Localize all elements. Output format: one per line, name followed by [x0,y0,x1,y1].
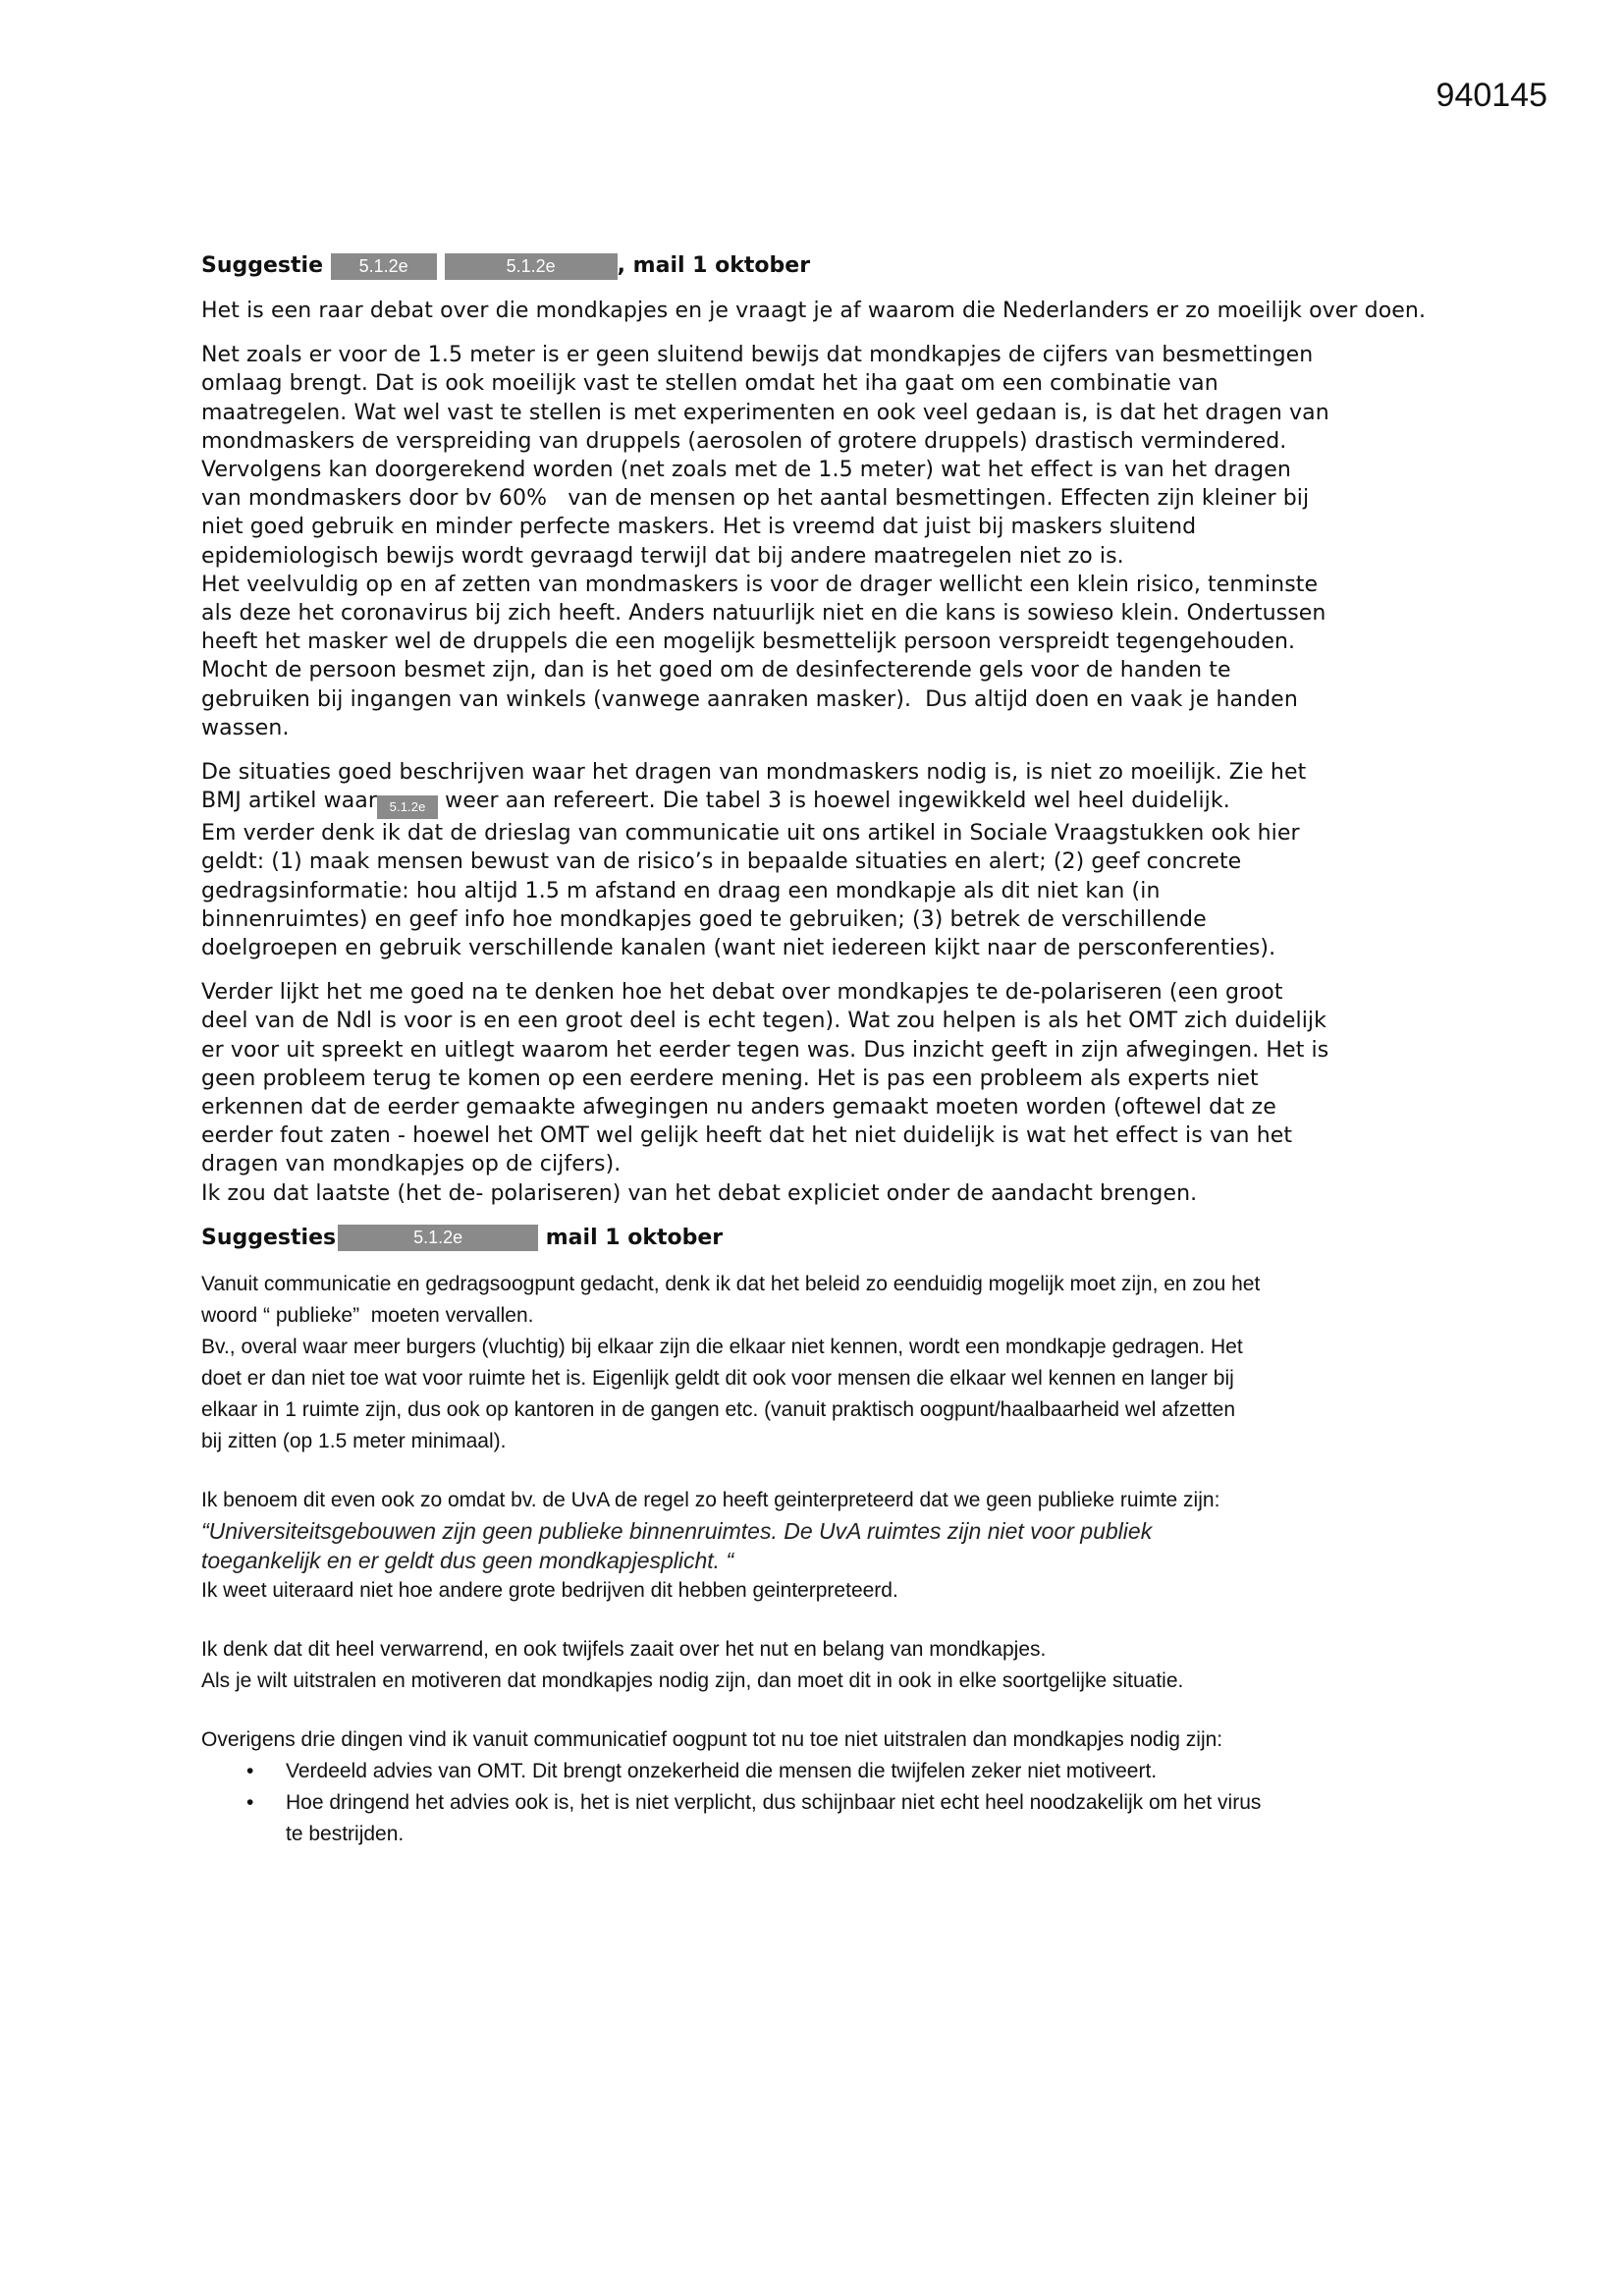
text-line: Als je wilt uitstralen en motiveren dat mondkapjes nodig zijn, dan moet dit in ook in elke soortgelijke situatie. [201,1668,1184,1692]
quote-line: toegankelijk en er geldt dus geen mondkapjesplicht. “ [201,1547,734,1573]
text-line: Em verder denk ik dat de drieslag van communicatie uit ons artikel in Sociale Vraagstukken ook hier [201,821,1300,847]
text-line: Ik denk dat dit heel verwarrend, en ook twijfels zaait over het nut en belang van mondkapjes. [201,1637,1047,1661]
list-item [201,1756,1438,1787]
section2-paragraph-1 [201,1269,1438,1332]
section2-heading-suffix: mail 1 oktober [538,1225,724,1250]
text-line: mondmaskers de verspreiding van druppels (aerosolen of grotere druppels) drastisch vermindered. [201,428,1287,454]
text-line: gebruiken bij ingangen van winkels (vanwege aanraken masker). Dus altijd doen en vaak je handen [201,686,1298,712]
bullet-icon: • [246,1759,254,1782]
redaction-box: 5.1.2e [445,253,618,280]
text-line: maatregelen. Wat wel vast te stellen is met experimenten en ook veel gedaan is, is dat het dragen van [201,400,1329,425]
text-line: Bv., overal waar meer burgers (vluchtig) bij elkaar zijn die elkaar niet kennen, wordt een mondkapje gedragen. Het [201,1335,1243,1358]
list-item-text: Verdeeld advies van OMT. Dit brengt onzekerheid die mensen die twijfelen zeker niet motiveert. [286,1759,1158,1782]
text-line: eerder fout zaten - hoewel het OMT wel gelijk heeft dat het niet duidelijk is wat het effect is van het [201,1123,1293,1149]
section1-paragraph-3 [201,758,1438,962]
text-line: doelgroepen en gebruik verschillende kanalen (want niet iedereen kijkt naar de persconferenties). [201,936,1276,961]
section2-heading [201,1224,1438,1253]
section2-heading-prefix: Suggesties [201,1225,337,1250]
text-line: als deze het coronavirus bij zich heeft. Anders natuurlijk niet en die kans is sowieso klein. Ondertussen [201,601,1326,627]
text-line: Het veelvuldig op en af zetten van mondmaskers is voor de drager wellicht een klein risico, tenminste [201,572,1319,597]
text-line: woord “ publieke” moeten vervallen. [201,1303,534,1327]
text-line: geen probleem terug te komen op een eerdere mening. Het is pas een probleem als experts niet [201,1066,1259,1091]
text-line: De situaties goed beschrijven waar het dragen van mondmaskers nodig is, is niet zo moeilijk. Zie het [201,760,1307,786]
text-line: bij zitten (op 1.5 meter minimaal). [201,1429,507,1452]
section1-heading [201,251,1438,281]
section1-heading-prefix: Suggestie [201,253,331,278]
text-line: Ik benoem dit even ook zo omdat bv. de UvA de regel zo heeft geinterpreteerd dat we geen publieke ruimte zijn: [201,1488,1220,1511]
text-line: niet goed gebruik en minder perfecte maskers. Het is vreemd dat juist bij maskers sluitend [201,515,1197,540]
text-line: omlaag brengt. Dat is ook moeilijk vast te stellen omdat het iha gaat om een combinatie van [201,371,1218,397]
text-line: er voor uit spreekt en uitlegt waarom het eerder tegen was. Dus inzicht geeft in zijn afwegingen. Het is [201,1037,1329,1063]
quote-line: “Universiteitsgebouwen zijn geen publieke binnenruimtes. De UvA ruimtes zijn niet voor publiek [201,1517,1153,1544]
text-line: erkennen dat de eerder gemaakte afwegingen nu anders gemaakt moeten worden (oftewel dat ze [201,1095,1276,1121]
text-line: van mondmaskers door bv 60% van de mensen op het aantal besmettingen. Effecten zijn kleiner bij [201,486,1310,512]
text-line: Vervolgens kan doorgerekend worden (net zoals met de 1.5 meter) wat het effect is van het dragen [201,458,1291,483]
section1-paragraph-1: Het is een raar debat over die mondkapjes en je vraagt je af waarom die Nederlanders er zo moeilijk over doen. [201,299,1427,323]
text-line: Vanuit communicatie en gedragsoogpunt gedacht, denk ik dat het beleid zo eenduidig mogelijk moet zijn, en zou het [201,1272,1261,1295]
redaction-box: 5.1.2e [377,795,438,819]
text-line: binnenruimtes) en geef info hoe mondkapjes goed te gebruiken; (3) betrek de verschillende [201,906,1207,932]
section1-heading-suffix: , mail 1 oktober [617,253,811,278]
list-item-text: te bestrijden. [286,1822,405,1845]
redaction-box: 5.1.2e [338,1225,538,1251]
text-line: wassen. [201,715,290,740]
text-line [201,787,1438,819]
section2-paragraph-3 [201,1485,1438,1607]
text-line: epidemiologisch bewijs wordt gevraagd terwijl dat bij andere maatregelen niet zo is. [201,543,1124,569]
section2-paragraph-4 [201,1634,1438,1697]
text-line: Net zoals er voor de 1.5 meter is er geen sluitend bewijs dat mondkapjes de cijfers van besmettingen [201,343,1314,368]
list-item-text: Hoe dringend het advies ook is, het is niet verplicht, dus schijnbaar niet echt heel noodzakelijk om het virus [286,1790,1262,1814]
text-line: Ik weet uiteraard niet hoe andere grote bedrijven dit hebben geinterpreteerd. [201,1578,898,1602]
text-line: gedragsinformatie: hou altijd 1.5 m afstand en draag een mondkapje als dit niet kan (in [201,878,1161,903]
section1-paragraph-4 [201,978,1438,1208]
text-line: Verder lijkt het me goed na te denken hoe het debat over mondkapjes te de-polariseren (een groot [201,980,1283,1006]
text-line: Ik zou dat laatste (het de- polariseren) van het debat expliciet onder de aandacht brengen. [201,1180,1198,1206]
section2-paragraph-5: Overigens drie dingen vind ik vanuit communicatief oogpunt tot nu toe niet uitstralen dan mondkapjes nodig zijn: [201,1727,1223,1751]
text-fragment: BMJ artikel waar [201,789,378,814]
text-line: heeft het masker wel de druppels die een mogelijk besmettelijk persoon verspreidt tegengehouden. [201,629,1296,655]
section1-paragraph-2 [201,341,1438,742]
redaction-box: 5.1.2e [331,253,437,280]
bullet-list [201,1756,1438,1850]
bullet-icon: • [246,1790,254,1814]
text-line: Mocht de persoon besmet zijn, dan is het goed om de desinfecterende gels voor de handen te [201,658,1231,683]
text-line: deel van de Ndl is voor is en een groot deel is echt tegen). Wat zou helpen is als het OMT zich duidelijk [201,1009,1326,1034]
document-body [201,251,1438,1850]
text-line: elkaar in 1 ruimte zijn, dus ook op kantoren in de gangen etc. (vanuit praktisch oogpunt/haalbaarheid wel afzetten [201,1397,1235,1421]
section2-paragraph-2 [201,1332,1438,1457]
text-line: doet er dan niet toe wat voor ruimte het is. Eigenlijk geldt dit ook voor mensen die elkaar wel kennen en langer bij [201,1366,1234,1390]
text-line: dragen van mondkapjes op de cijfers). [201,1152,622,1177]
text-fragment: weer aan refereert. Die tabel 3 is hoewel ingewikkeld wel heel duidelijk. [438,789,1230,814]
document-id: 940145 [1435,77,1547,114]
list-item [201,1787,1438,1850]
text-line: geldt: (1) maak mensen bewust van de risico’s in bepaalde situaties en alert; (2) geef concrete [201,849,1242,875]
